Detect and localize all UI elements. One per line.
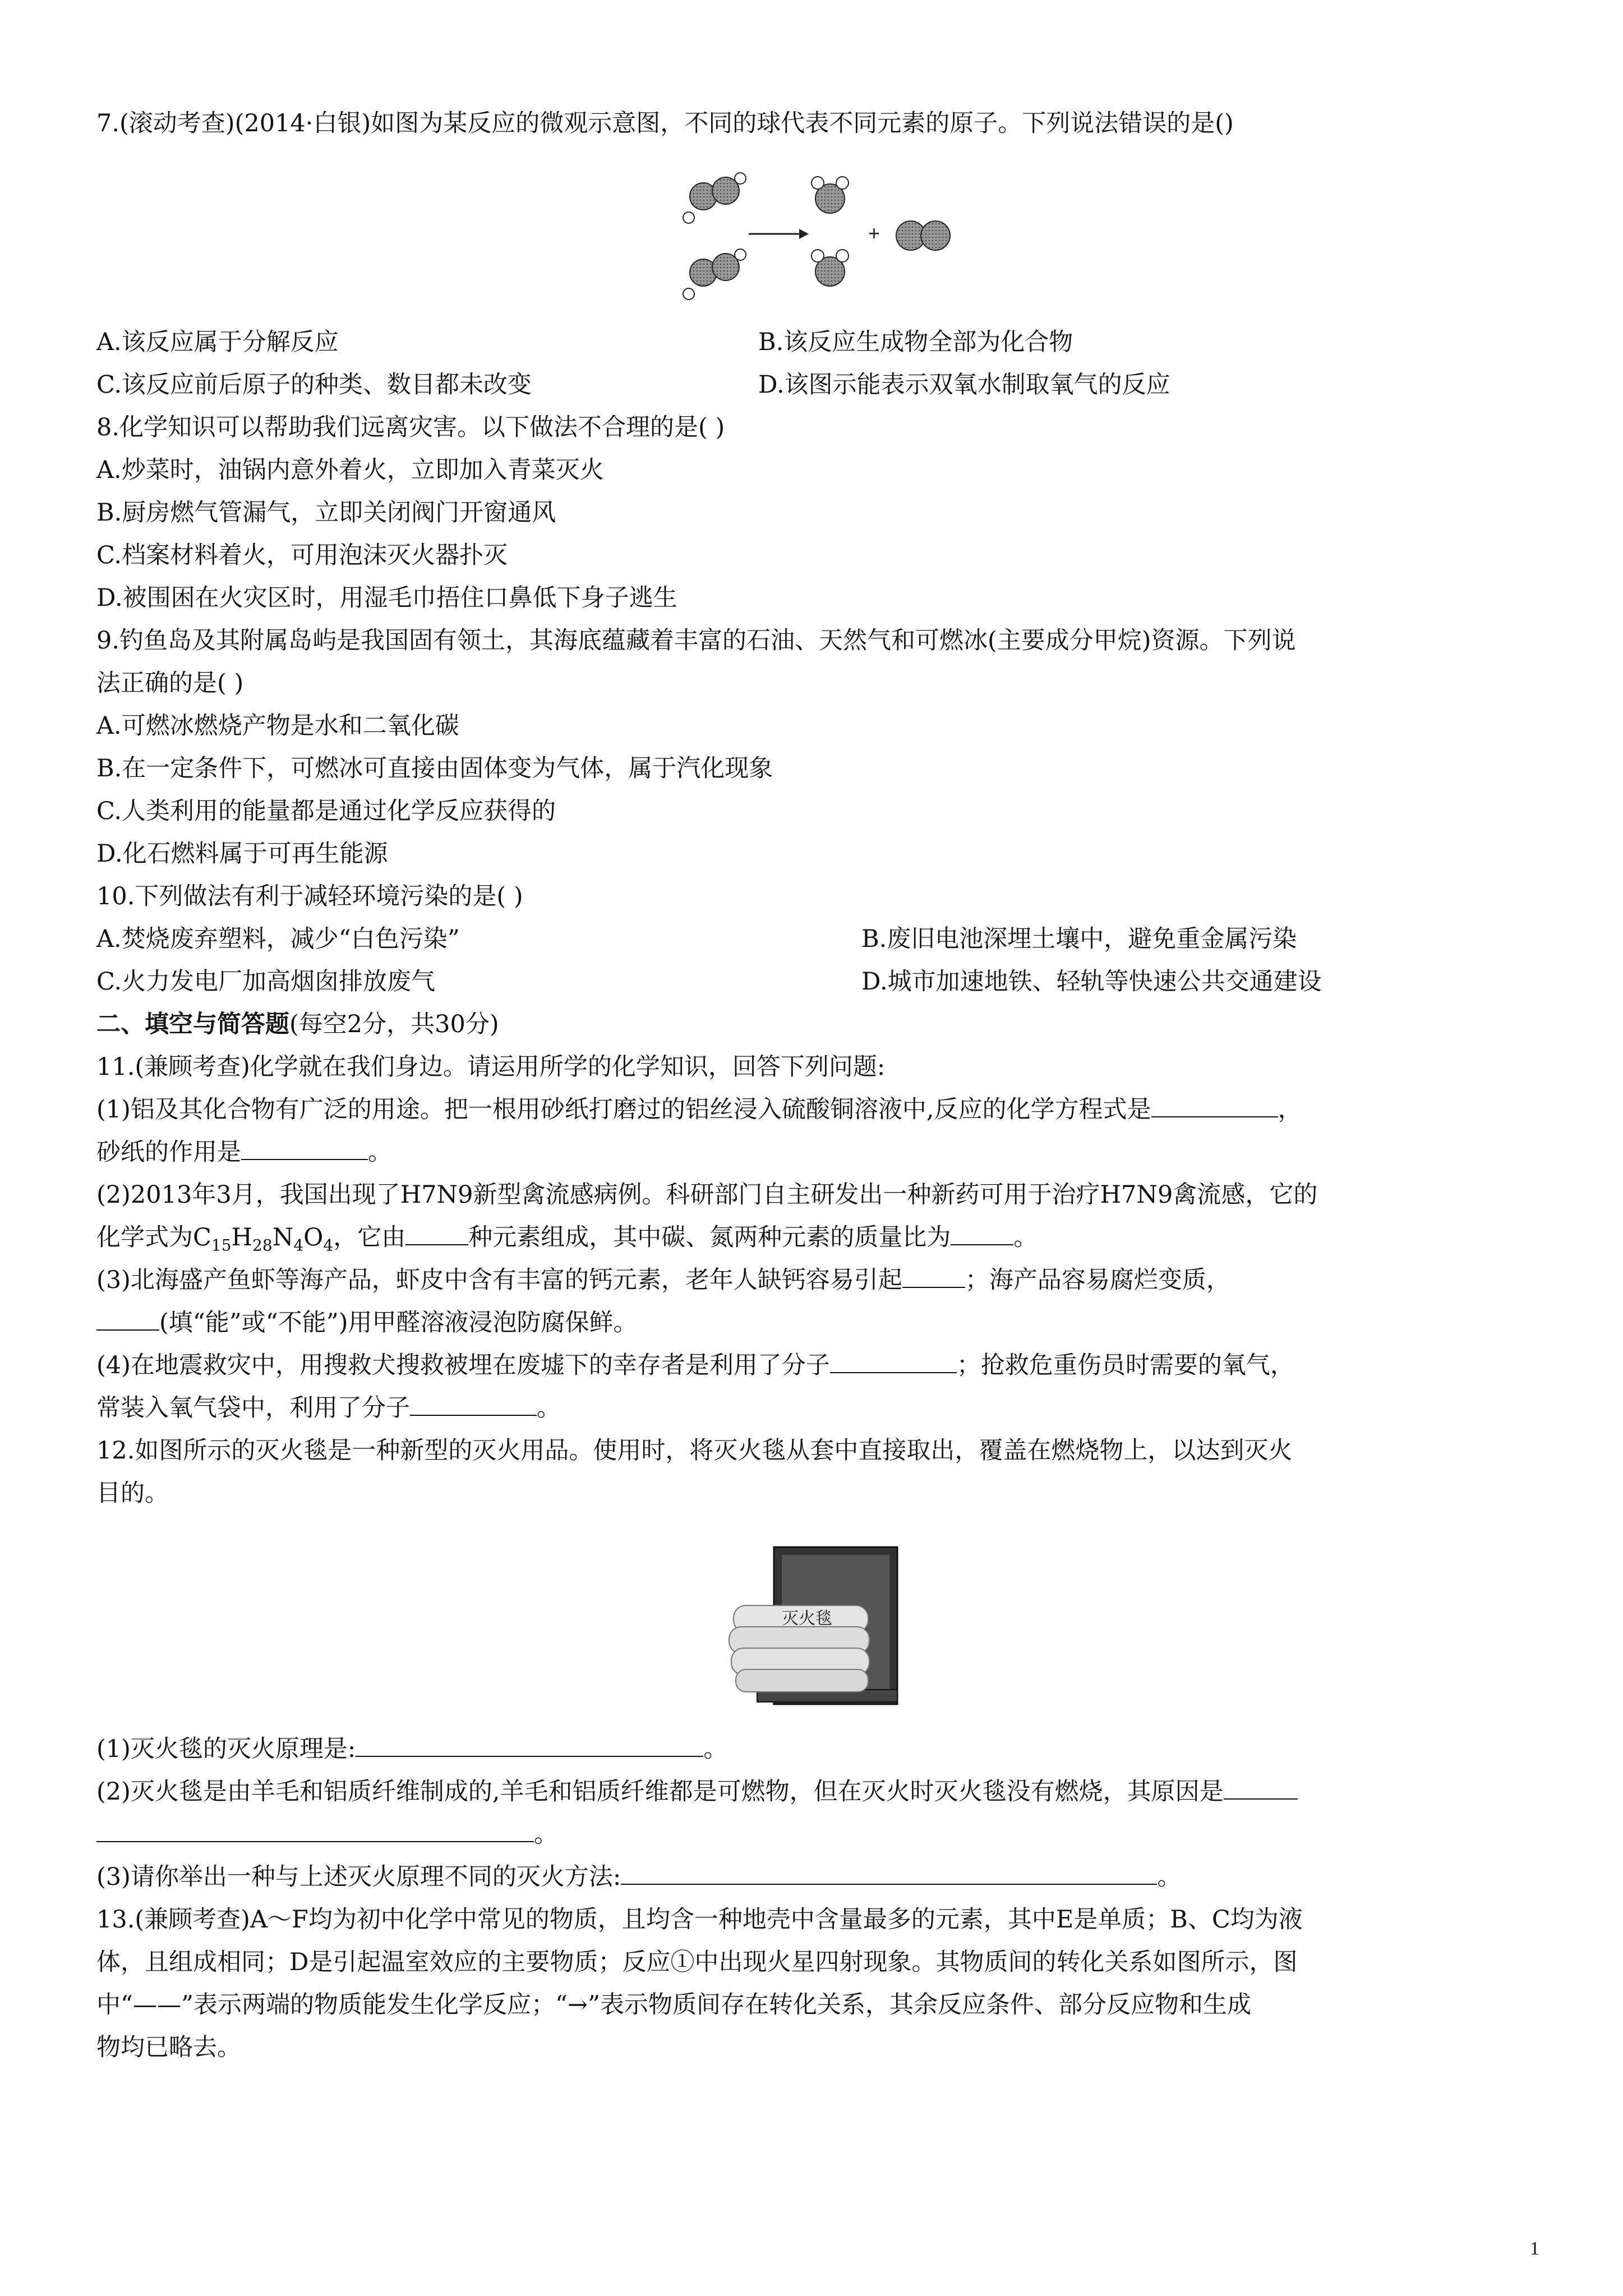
- q12-stem-line2: 目的。: [96, 1479, 169, 1507]
- q12-part2-text: (2)灭火毯是由羊毛和铝质纤维制成的,羊毛和铝质纤维都是可燃物，但在灭火时灭火毯没有燃烧，其原因是: [96, 1778, 1224, 1806]
- q12-part3: [96, 1860, 1181, 1894]
- formula-prefix: 化学式为C: [96, 1223, 211, 1251]
- q12-part3-period: 。: [1157, 1863, 1182, 1891]
- page-number: 1: [1530, 2238, 1539, 2259]
- q11-part4-period: 。: [537, 1394, 561, 1422]
- answer-blank-element-count[interactable]: [405, 1223, 468, 1245]
- q11-part4-text2: 常装入氧气袋中，利用了分子: [96, 1394, 410, 1422]
- q10-option-d: D.城市加速地铁、轻轨等快速公共交通建设: [861, 968, 1322, 996]
- q11-stem: 11.(兼顾考查)化学就在我们身边。请运用所学的化学知识，回答下列问题:: [96, 1053, 886, 1081]
- section-title: 二、填空与简答题: [96, 1010, 289, 1038]
- q7-option-d: D.该图示能表示双氧水制取氧气的反应: [758, 371, 1170, 399]
- q12-part2-line1: [96, 1775, 1298, 1809]
- answer-blank-principle[interactable]: [356, 1734, 703, 1757]
- q13-line2: 体，且组成相同；D是引起温室效应的主要物质；反应①中出现火星四射现象。其物质间的转化关系如图所示，图: [96, 1948, 1298, 1976]
- answer-blank-equation[interactable]: [1151, 1095, 1278, 1117]
- answer-blank-calcium[interactable]: [902, 1266, 965, 1288]
- reaction-diagram: [679, 168, 970, 303]
- section-note: (每空2分，共30分): [289, 1010, 499, 1038]
- q10-option-b: B.废旧电池深埋土壤中，避免重金属污染: [861, 925, 1297, 953]
- q11-part3-line1: [96, 1263, 1230, 1297]
- answer-blank-molecule-motion[interactable]: [830, 1351, 957, 1373]
- q13-line1: 13.(兼顾考查)A～F均为初中化学中常见的物质，且均含一种地壳中含量最多的元素，其中E是单质；B、C均为液: [96, 1906, 1303, 1934]
- formula-h: H: [231, 1223, 253, 1251]
- formula-sub-n: 4: [293, 1236, 304, 1255]
- q9-option-d: D.化石燃料属于可再生能源: [96, 840, 388, 868]
- q7-option-a: A.该反应属于分解反应: [96, 328, 339, 356]
- q11-part1-text: (1)铝及其化合物有广泛的用途。把一根用砂纸打磨过的铝丝浸入硫酸铜溶液中,反应的化学方程式是: [96, 1096, 1151, 1124]
- q8-option-d: D.被围困在火灾区时，用湿毛巾捂住口鼻低下身子逃生: [96, 584, 677, 612]
- formula-sub-h: 28: [252, 1236, 273, 1255]
- q11-part1-comma: ，: [1278, 1096, 1302, 1124]
- q12-part3-text: (3)请你举出一种与上述灭火原理不同的灭火方法:: [96, 1863, 621, 1891]
- product-water-top: [811, 177, 849, 213]
- q11-part4-text: (4)在地震救灾中，用搜救犬搜救被埋在废墟下的幸存者是利用了分子: [96, 1351, 830, 1379]
- q11-part4-line1: [96, 1349, 1294, 1382]
- q9-stem-line2: 法正确的是( ): [96, 669, 244, 697]
- q7-stem: 7.(滚动考查)(2014·白银)如图为某反应的微观示意图，不同的球代表不同元素的原子。下列说法错误的是(): [96, 109, 1234, 137]
- q7-option-c: C.该反应前后原子的种类、数目都未改变: [96, 371, 532, 399]
- q11-part3-text: (3)北海盛产鱼虾等海产品，虾皮中含有丰富的钙元素，老年人缺钙容易引起: [96, 1266, 902, 1294]
- q11-part1-text2: 砂纸的作用是: [96, 1138, 241, 1166]
- q11-part2-period: 。: [1013, 1223, 1038, 1251]
- q11-part3-text2: (填“能”或“不能”)用甲醛溶液浸泡防腐保鲜。: [159, 1309, 638, 1337]
- formula-sub-c: 15: [211, 1236, 232, 1255]
- q11-part4-line2: [96, 1391, 561, 1425]
- answer-blank-sandpaper[interactable]: [241, 1138, 368, 1160]
- section-heading: [96, 1007, 499, 1041]
- q11-part3-line2: [96, 1306, 637, 1340]
- q11-part2-text1: ，它由: [333, 1223, 406, 1251]
- formula-o: O: [303, 1223, 324, 1251]
- answer-blank-molecule-gap[interactable]: [410, 1393, 537, 1416]
- q10-stem: 10.下列做法有利于减轻环境污染的是( ): [96, 882, 523, 910]
- formula-sub-o: 4: [323, 1236, 334, 1255]
- q10-option-c: C.火力发电厂加高烟囱排放废气: [96, 968, 436, 996]
- q10-option-a: A.焚烧废弃塑料，减少“白色污染”: [96, 925, 460, 953]
- answer-blank-mass-ratio[interactable]: [951, 1223, 1013, 1245]
- q11-part2-text2: 种元素组成，其中碳、氮两种元素的质量比为: [468, 1223, 951, 1251]
- blanket-label: 灭火毯: [782, 1609, 832, 1628]
- q13-line4: 物均已略去。: [96, 2033, 241, 2062]
- fire-blanket-figure: [723, 1543, 903, 1711]
- q11-part4-text-end: ；抢救危重伤员时需要的氧气，: [956, 1351, 1294, 1379]
- q8-option-a: A.炒菜时，油锅内意外着火，立即加入青菜灭火: [96, 456, 604, 484]
- q12-part1-text: (1)灭火毯的灭火原理是:: [96, 1735, 356, 1763]
- q12-part1-period: 。: [703, 1735, 728, 1763]
- q9-option-a: A.可燃冰燃烧产物是水和二氧化碳: [96, 712, 459, 740]
- q11-part1-line2: [96, 1135, 392, 1169]
- q11-part2-line2: [96, 1221, 1038, 1263]
- q13-line3: 中“——”表示两端的物质能发生化学反应；“→”表示物质间存在转化关系，其余反应条件、部分反应物和生成: [96, 1991, 1251, 2019]
- answer-blank-formaldehyde[interactable]: [96, 1308, 159, 1331]
- answer-blank-reason-start[interactable]: [1224, 1777, 1298, 1800]
- q7-option-b: B.该反应生成物全部为化合物: [758, 328, 1073, 356]
- q9-stem-line1: 9.钓鱼岛及其附属岛屿是我国固有领土，其海底蕴藏着丰富的石油、天然气和可燃冰(主要成分甲烷)资源。下列说: [96, 627, 1296, 655]
- q8-stem: 8.化学知识可以帮助我们远离灾害。以下做法不合理的是( ): [96, 413, 725, 441]
- q9-option-b: B.在一定条件下，可燃冰可直接由固体变为气体，属于汽化现象: [96, 754, 773, 783]
- q8-option-b: B.厨房燃气管漏气，立即关闭阀门开窗通风: [96, 499, 556, 527]
- q12-part2-line2: [96, 1818, 558, 1851]
- answer-blank-method[interactable]: [621, 1862, 1157, 1885]
- arrow-icon: [749, 229, 809, 239]
- answer-blank-reason[interactable]: [96, 1820, 534, 1842]
- product-water-bottom: [811, 250, 849, 286]
- plus-sign: +: [868, 222, 880, 245]
- product-oxygen: [896, 221, 950, 250]
- formula-n: N: [272, 1223, 294, 1251]
- q12-part1: [96, 1732, 727, 1766]
- q11-part3-text-end: ；海产品容易腐烂变质，: [965, 1266, 1230, 1294]
- reactant-molecule-bottom: [683, 249, 746, 300]
- q11-part1-line1: [96, 1093, 1302, 1126]
- reactant-molecule-top: [683, 173, 746, 223]
- q12-part2-period: 。: [534, 1820, 558, 1848]
- q9-option-c: C.人类利用的能量都是通过化学反应获得的: [96, 797, 556, 825]
- q8-option-c: C.档案材料着火，可用泡沫灭火器扑灭: [96, 541, 508, 569]
- q11-part2-line1: (2)2013年3月，我国出现了H7N9新型禽流感病例。科研部门自主研发出一种新药可用于治疗H7N9禽流感，它的: [96, 1181, 1318, 1209]
- q11-part1-period: 。: [368, 1138, 392, 1166]
- q12-stem-line1: 12.如图所示的灭火毯是一种新型的灭火用品。使用时，将灭火毯从套中直接取出，覆盖在燃烧物上，以达到灭火: [96, 1437, 1293, 1465]
